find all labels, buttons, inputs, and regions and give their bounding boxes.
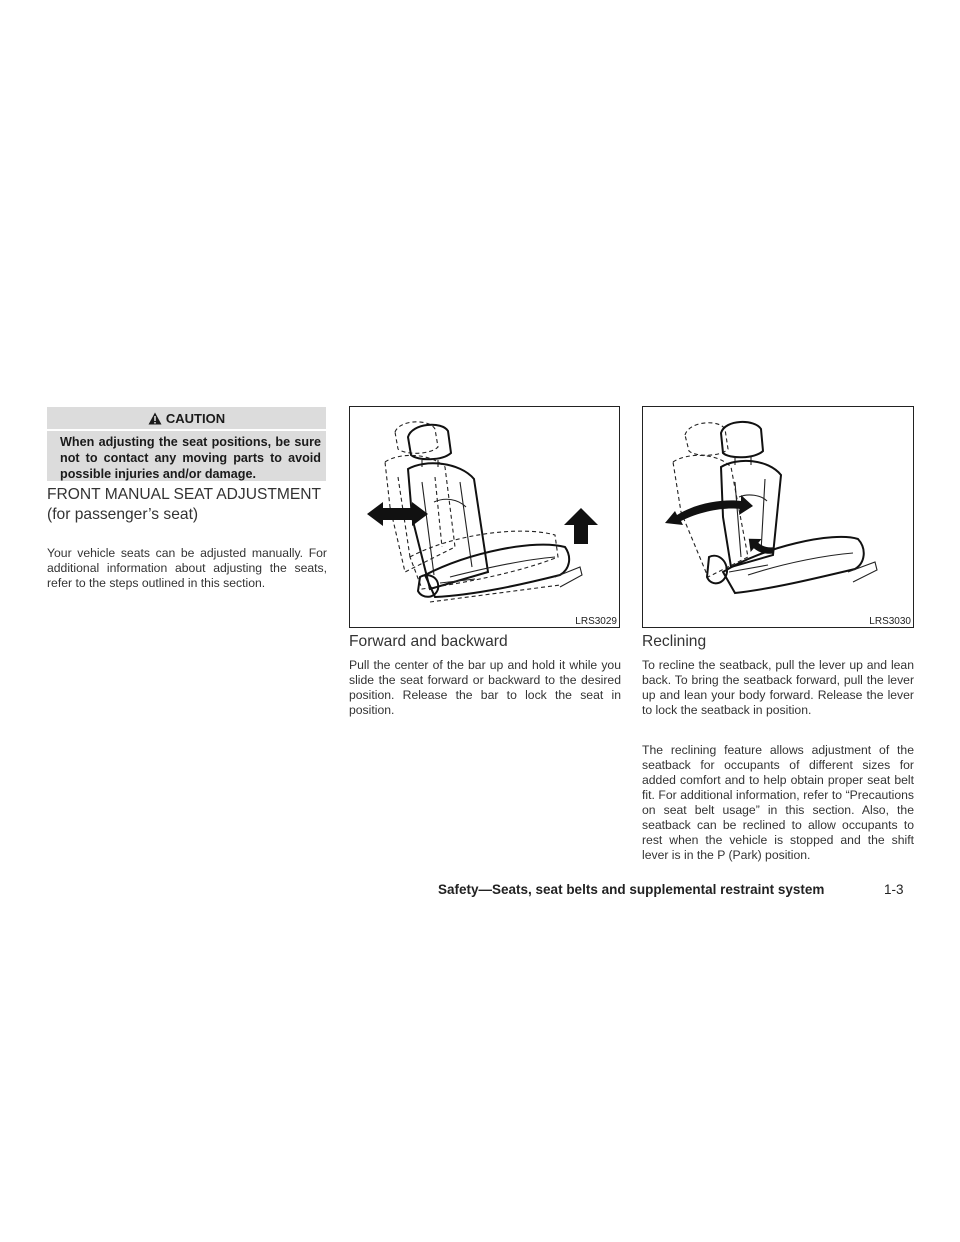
figure-code-forward: LRS3029 xyxy=(575,616,617,627)
caution-text: When adjusting the seat positions, be sure not to contact any moving parts to avoid possible injuries and/or damage. xyxy=(47,429,326,481)
seat-slide-illustration xyxy=(350,407,619,613)
page-number: 1-3 xyxy=(884,882,904,897)
warning-icon xyxy=(148,412,162,425)
caution-header xyxy=(47,407,326,429)
section-heading: FRONT MANUAL SEAT ADJUSTMENT (for passenger’s seat) xyxy=(47,486,321,523)
reclining-paragraph-1: To recline the seatback, pull the lever up and lean back. To bring the seatback forward, pull the lever up and lean your body forward. Release the lever to lock the seatback in position. xyxy=(642,658,914,717)
reclining-figure xyxy=(642,406,914,628)
footer-section-title: Safety—Seats, seat belts and supplemental restraint system xyxy=(438,882,825,897)
seat-recline-illustration xyxy=(643,407,913,613)
caution-label: CAUTION xyxy=(165,410,226,426)
forward-text: Pull the center of the bar up and hold it while you slide the seat forward or backward to the desired position. Release the bar to lock the seat in position. xyxy=(349,658,621,717)
forward-backward-figure xyxy=(349,406,620,628)
reclining-heading: Reclining xyxy=(642,633,707,650)
figure-code-reclining: LRS3030 xyxy=(869,616,911,627)
section-intro: Your vehicle seats can be adjusted manually. For additional information about adjusting the seats, refer to the steps outlined in this section. xyxy=(47,546,327,590)
reclining-paragraph-2: The reclining feature allows adjustment of the seatback for occupants of different sizes for added comfort and to help obtain proper seat belt fit. For additional information, refer to “Precautions on seat belt usage” in this section. Also, the seatback can be reclined to allow occupants to rest when the vehicle is stopped and the shift lever is in the P (Park) position. xyxy=(642,743,914,862)
forward-heading: Forward and backward xyxy=(349,633,508,650)
